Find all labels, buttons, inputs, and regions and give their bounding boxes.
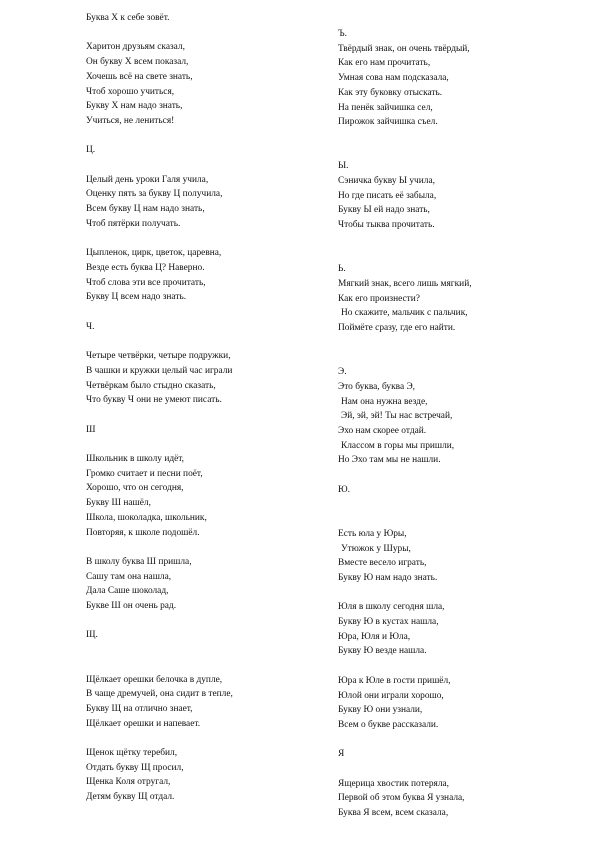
poem-line: Юлой они играли хорошо,: [338, 690, 444, 701]
poem-line: Он букву Х всем показал,: [86, 57, 189, 68]
poem-line: Всем букву Ц нам надо знать,: [86, 204, 205, 215]
poem-line: Пирожок зайчишка съел.: [338, 117, 438, 128]
poem-line: Как его нам прочитать,: [338, 58, 431, 69]
poem-line: Я: [338, 749, 345, 760]
poem-line: Цыпленок, цирк, цветок, царевна,: [86, 248, 222, 259]
poem-line: Но скажите, мальчик с пальчик,: [341, 308, 468, 319]
poem-line: Дала Саше шоколад,: [86, 586, 169, 597]
poem-line: Учиться, не лениться!: [86, 115, 175, 126]
poem-line: Чтоб слова эти все прочитать,: [86, 277, 206, 288]
poem-line: Целый день уроки Галя учила,: [86, 174, 209, 185]
poem-line: Ц.: [86, 145, 96, 156]
poem-line: Школа, шоколадка, школьник,: [86, 512, 207, 523]
poem-line: Хорошо, что он сегодня,: [86, 483, 184, 494]
poem-line: Мягкий знак, всего лишь мягкий,: [338, 278, 472, 289]
poem-line: Щёлкает орешки белочка в дупле,: [86, 674, 223, 685]
poem-line: Вместе весело играть,: [338, 558, 427, 569]
poem-line: Как эту буковку отыскать.: [338, 87, 443, 98]
poem-line: Букве Ш он очень рад.: [86, 601, 177, 611]
poem-line: Умная сова нам подсказала,: [338, 73, 449, 84]
poem-line: Юля в школу сегодня шла,: [338, 602, 445, 613]
poem-line: Ящерица хвостик потеряла,: [338, 778, 450, 789]
poem-line: Ь.: [338, 264, 346, 275]
poem-line: Щенок щётку теребил,: [86, 748, 178, 758]
poem-line: Буква Х к себе зовёт.: [86, 13, 170, 23]
poem-line: Эй, эй, эй! Ты нас встречай,: [341, 411, 453, 422]
poem-line: Букву Ы ей надо знать,: [338, 205, 430, 216]
poem-line: В школу буква Ш пришла,: [86, 556, 192, 567]
poem-line: Отдать букву Щ просил,: [86, 762, 184, 773]
poem-line: Что букву Ч они не умеют писать.: [86, 395, 222, 406]
poem-line: Букву Ш нашёл,: [86, 498, 151, 509]
poem-line: Классом в горы мы пришли,: [341, 440, 455, 451]
poem-line: Щенка Коля отругал,: [86, 777, 171, 788]
poem-line: Букву Щ на отлично знает,: [86, 703, 193, 714]
poem-line: Эхо нам скорее отдай.: [338, 425, 427, 436]
poem-line: Как его произнести?: [338, 293, 420, 304]
poem-line: Везде есть буква Ц? Наверно.: [86, 262, 205, 273]
poem-line: Ч.: [86, 321, 95, 332]
poem-line: В чашки и кружки целый час играли: [86, 365, 233, 376]
poem-line: Букву Ц всем надо знать.: [86, 292, 187, 303]
poem-line: Нам она нужна везде,: [341, 396, 428, 407]
poem-line: Э.: [338, 367, 347, 378]
poem-line: Школьник в школу идёт,: [86, 454, 185, 464]
poem-line: Харитон друзьям сказал,: [86, 42, 185, 53]
poem-line: В чаще дремучей, она сидит в тепле,: [86, 689, 233, 700]
poem-line: Это буква, буква Э,: [338, 381, 415, 392]
poem-line: Букву Ю везде нашла.: [338, 646, 427, 657]
poem-line: Ю.: [338, 484, 350, 495]
poem-line: Громко считает и песни поёт,: [86, 468, 203, 479]
poem-line: Детям букву Щ отдал.: [86, 792, 175, 803]
poem-line: Поймёте сразу, где его найти.: [338, 323, 456, 333]
poem-line: Чтобы тыква прочитать.: [338, 220, 435, 231]
poem-line: Утюжок у Шуры,: [341, 543, 411, 554]
poem-line: Четвёркам было стыдно сказать,: [86, 380, 216, 391]
poem-line: Но Эхо там мы не нашли.: [338, 455, 441, 466]
poem-line: Чтоб пятёрки получать.: [86, 218, 181, 229]
poem-line: Буква Я всем, всем сказала,: [338, 808, 449, 819]
poem-line: Юра к Юле в гости пришёл,: [338, 675, 451, 686]
poem-line: Букву Ю нам надо знать.: [338, 572, 438, 583]
poem-line: Всем о букве рассказали.: [338, 719, 439, 730]
poem-line: Щ.: [86, 630, 98, 641]
poem-line: На пенёк зайчишка сел,: [338, 102, 433, 113]
poem-line: Букву Ю в кустах нашла,: [338, 617, 439, 627]
poem-line: Ъ.: [338, 29, 347, 39]
poem-line: Юра, Юля и Юла,: [338, 631, 411, 642]
poem-line: Чтоб хорошо учиться,: [86, 86, 175, 97]
poem-line: Повторяя, к школе подошёл.: [86, 527, 200, 538]
poem-line: Оценку пять за букву Ц получила,: [86, 189, 223, 200]
poem-line: Сашу там она нашла,: [86, 571, 172, 582]
poem-line: Ы.: [338, 161, 349, 172]
poem-line: Сэничка букву Ы учила,: [338, 176, 435, 186]
poem-line: Хочешь всё на свете знать,: [86, 71, 193, 82]
poem-line: Но где писать её забыла,: [338, 190, 437, 201]
poem-line: Твёрдый знак, он очень твёрдый,: [338, 43, 470, 54]
poem-line: Ш: [86, 424, 96, 435]
poem-line: Букву Х нам надо знать,: [86, 101, 183, 112]
poem-line: Первой об этом буква Я узнала,: [338, 793, 465, 804]
poem-line: Есть юла у Юры,: [338, 528, 407, 539]
poem-line: Щёлкает орешки и напевает.: [86, 718, 201, 729]
poem-line: Четыре четвёрки, четыре подружки,: [86, 351, 231, 362]
poem-line: Букву Ю они узнали,: [338, 705, 423, 716]
